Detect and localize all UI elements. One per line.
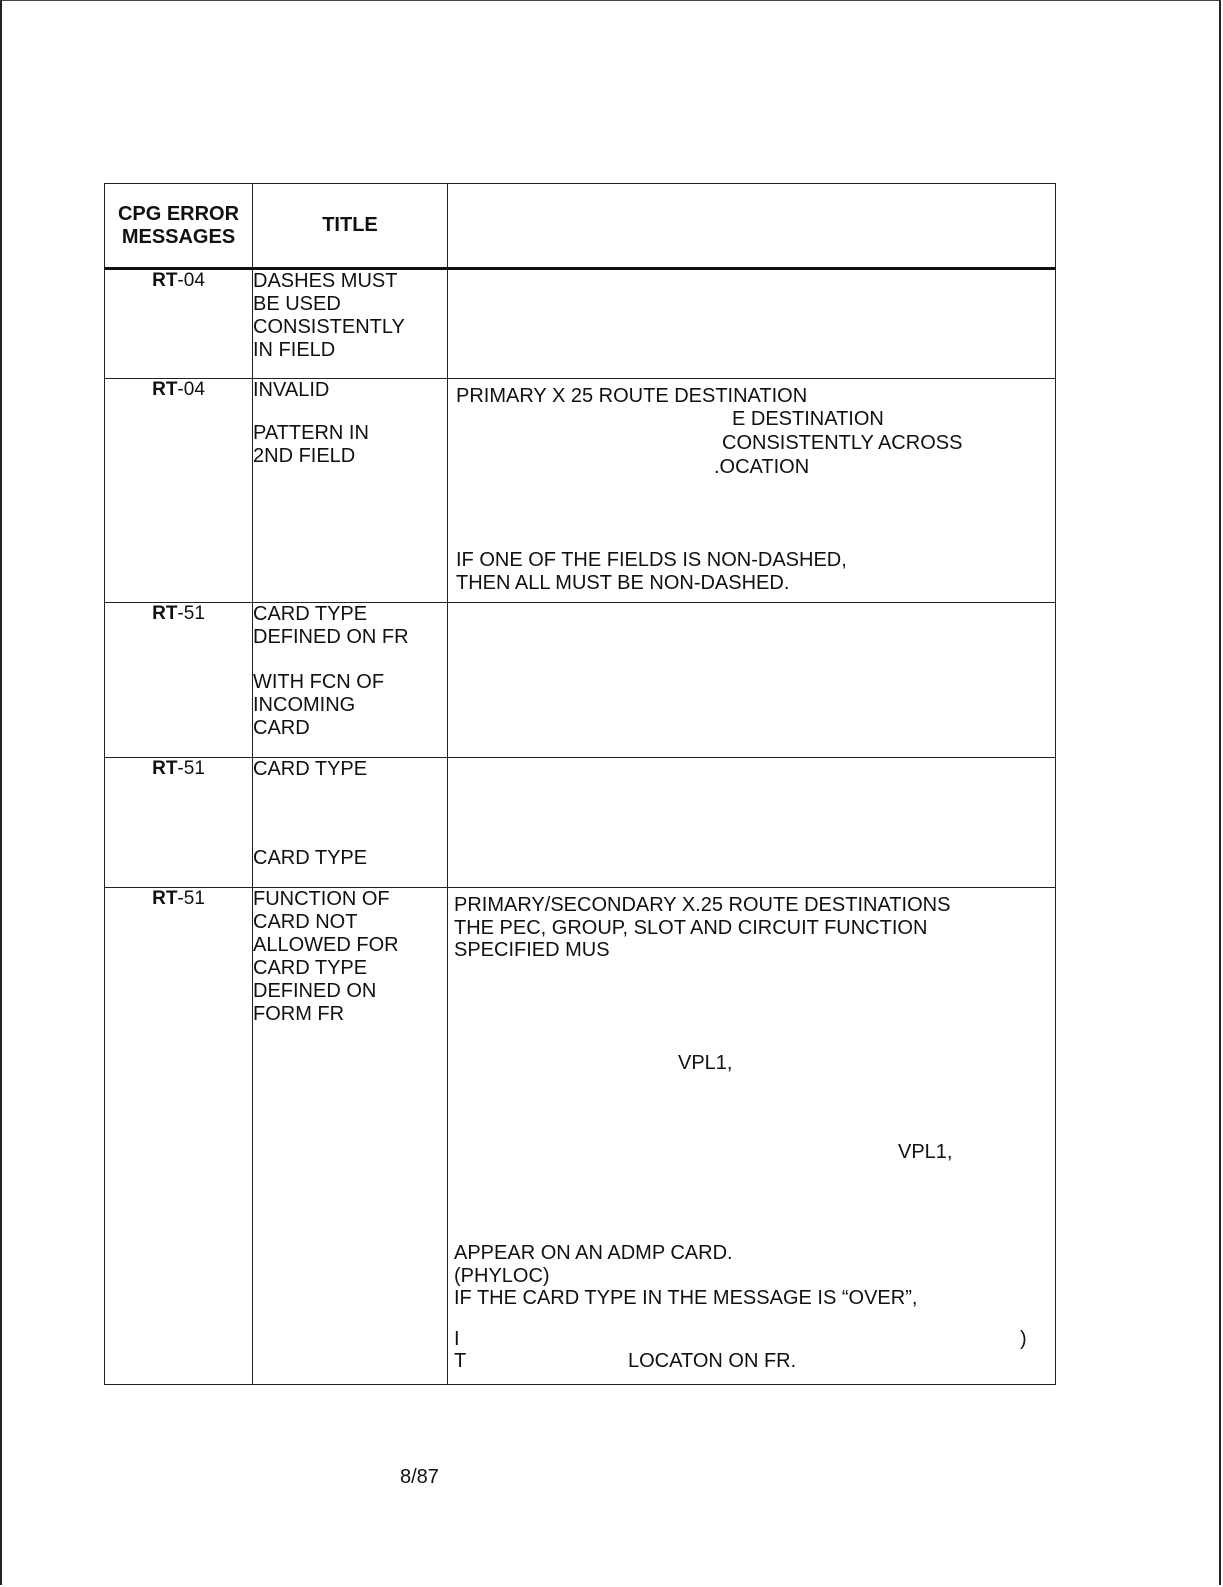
table-row bbox=[105, 758, 1056, 888]
title-line: CARD TYPE bbox=[253, 847, 368, 869]
title-line: FUNCTION OF bbox=[253, 888, 390, 910]
error-title bbox=[253, 888, 448, 1385]
desc-line: VPL1, bbox=[678, 1052, 733, 1074]
table-row bbox=[105, 888, 1056, 1385]
title-line: BE USED bbox=[253, 293, 341, 315]
error-code bbox=[105, 888, 253, 1385]
code-prefix: RT bbox=[152, 270, 178, 291]
error-title bbox=[253, 758, 448, 888]
error-code bbox=[105, 379, 253, 603]
title-line: 2ND FIELD bbox=[253, 445, 356, 467]
error-description bbox=[448, 269, 1056, 379]
error-title bbox=[253, 269, 448, 379]
table-header-row bbox=[105, 184, 1056, 269]
error-code bbox=[105, 603, 253, 758]
error-title bbox=[253, 603, 448, 758]
title-spacer bbox=[253, 649, 447, 671]
desc-line: LOCATON ON FR. bbox=[628, 1350, 797, 1372]
desc-line: IF ONE OF THE FIELDS IS NON-DASHED, bbox=[456, 549, 847, 571]
desc-line: (PHYLOC) bbox=[454, 1265, 550, 1287]
desc-line: PRIMARY X 25 ROUTE DESTINATION bbox=[456, 385, 808, 407]
table-row bbox=[105, 379, 1056, 603]
desc-line: T bbox=[454, 1350, 467, 1372]
table-row bbox=[105, 269, 1056, 379]
header-title: TITLE bbox=[253, 184, 448, 269]
desc-line: THE PEC, GROUP, SLOT AND CIRCUIT FUNCTION bbox=[454, 917, 928, 939]
desc-line: ) bbox=[1020, 1328, 1027, 1350]
code-suffix: -04 bbox=[177, 270, 205, 291]
title-line: CARD TYPE bbox=[253, 957, 368, 979]
error-description bbox=[448, 758, 1056, 888]
code-suffix: -04 bbox=[177, 379, 205, 400]
title-line: CARD TYPE bbox=[253, 603, 368, 625]
code-prefix: RT bbox=[152, 379, 178, 400]
header-description bbox=[448, 184, 1056, 269]
desc-line: APPEAR ON AN ADMP CARD. bbox=[454, 1242, 733, 1264]
title-line: CONSISTENTLY bbox=[253, 316, 405, 338]
title-line: INVALID bbox=[253, 379, 330, 401]
code-prefix: RT bbox=[152, 603, 178, 624]
title-line: INCOMING bbox=[253, 694, 356, 716]
desc-line: PRIMARY/SECONDARY X.25 ROUTE DESTINATIONS bbox=[454, 894, 951, 916]
desc-line: IF THE CARD TYPE IN THE MESSAGE IS “OVER”, bbox=[454, 1287, 918, 1309]
table-row bbox=[105, 603, 1056, 758]
title-line: CARD NOT bbox=[253, 911, 358, 933]
desc-line: E DESTINATION bbox=[732, 408, 884, 430]
desc-line: THEN ALL MUST BE NON-DASHED. bbox=[456, 572, 790, 594]
title-spacer bbox=[253, 402, 447, 422]
title-line: WITH FCN OF bbox=[253, 671, 385, 693]
page-number: 8/87 bbox=[400, 1466, 439, 1488]
code-suffix: -51 bbox=[177, 758, 205, 779]
error-message-table bbox=[104, 183, 1056, 1385]
code-suffix: -51 bbox=[177, 888, 205, 909]
desc-line: VPL1, bbox=[898, 1141, 953, 1163]
title-line: CARD TYPE bbox=[253, 758, 368, 780]
desc-line: I bbox=[454, 1328, 460, 1350]
error-code bbox=[105, 269, 253, 379]
error-title bbox=[253, 379, 448, 603]
error-description bbox=[448, 603, 1056, 758]
title-line: CARD bbox=[253, 717, 310, 739]
desc-line: .OCATION bbox=[714, 456, 810, 478]
title-line: DEFINED ON bbox=[253, 980, 377, 1002]
code-prefix: RT bbox=[152, 888, 178, 909]
desc-line: SPECIFIED MUS bbox=[454, 939, 610, 961]
code-prefix: RT bbox=[152, 758, 178, 779]
code-suffix: -51 bbox=[177, 603, 205, 624]
title-line: IN FIELD bbox=[253, 339, 336, 361]
error-description bbox=[448, 379, 1056, 603]
header-code: CPG ERROR MESSAGES bbox=[105, 184, 253, 269]
title-line: FORM FR bbox=[253, 1003, 345, 1025]
title-line: DASHES MUST bbox=[253, 270, 398, 292]
desc-line: CONSISTENTLY ACROSS bbox=[722, 432, 963, 454]
title-line: PATTERN IN bbox=[253, 422, 369, 444]
error-description bbox=[448, 888, 1056, 1385]
title-spacer bbox=[253, 781, 447, 847]
error-code bbox=[105, 758, 253, 888]
title-line: ALLOWED FOR bbox=[253, 934, 399, 956]
title-line: DEFINED ON FR bbox=[253, 626, 409, 648]
